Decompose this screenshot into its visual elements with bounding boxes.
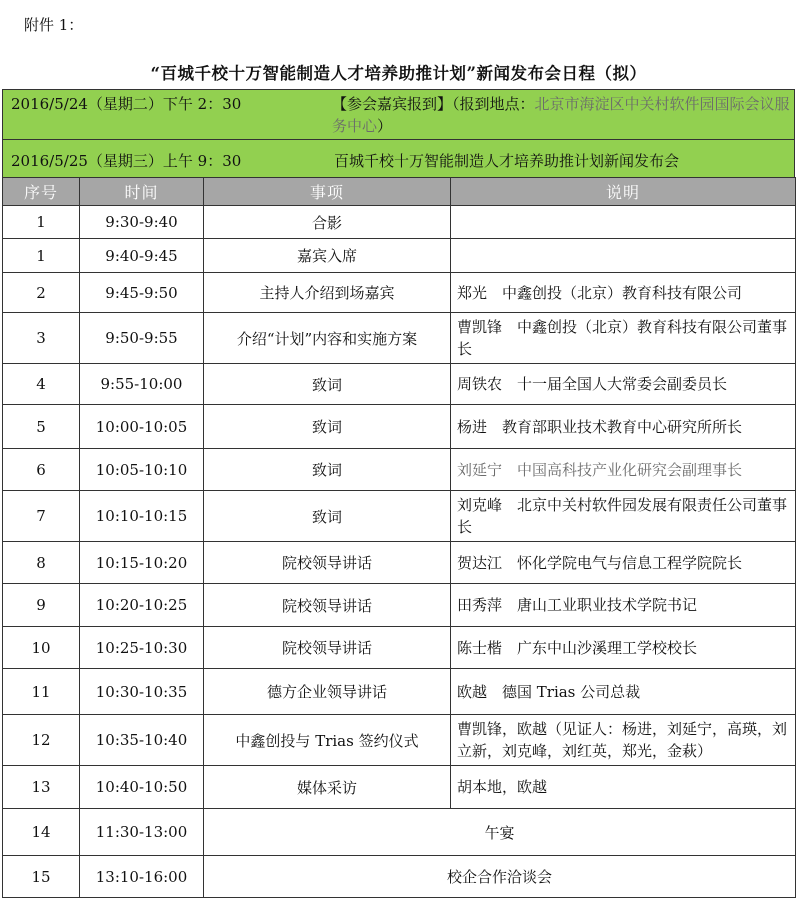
row-note: 曹凯锋 中鑫创投（北京）教育科技有限公司董事长 — [451, 313, 796, 364]
day1-band — [2, 89, 795, 140]
row-no: 3 — [3, 313, 80, 364]
row-time: 9:55-10:00 — [80, 364, 204, 405]
row-no: 6 — [3, 449, 80, 491]
table-row — [3, 627, 796, 669]
row-item: 致词 — [204, 364, 451, 405]
row-no: 14 — [3, 809, 80, 856]
row-note: 刘延宁 中国高科技产业化研究会副理事长 — [451, 449, 796, 491]
day1-location: 北京市海淀区中关村软件园国际会议服务中心 — [332, 95, 790, 135]
page-title: “百城千校十万智能制造人才培养助推计划”新闻发布会日程（拟） — [150, 64, 647, 83]
row-no: 5 — [3, 405, 80, 449]
row-time: 10:35-10:40 — [80, 715, 204, 766]
header-no: 序号 — [3, 178, 80, 206]
row-item: 致词 — [204, 405, 451, 449]
row-note: 胡本地，欧越 — [451, 766, 796, 809]
row-item: 午宴 — [204, 809, 796, 856]
row-time: 9:45-9:50 — [80, 273, 204, 313]
row-item: 院校领导讲话 — [204, 627, 451, 669]
row-no: 11 — [3, 669, 80, 715]
day1-datetime: 2016/5/24（星期二）下午 2：30 — [11, 95, 242, 113]
row-no: 1 — [3, 239, 80, 273]
row-time: 9:50-9:55 — [80, 313, 204, 364]
row-item: 致词 — [204, 449, 451, 491]
table-row — [3, 542, 796, 584]
row-time: 10:15-10:20 — [80, 542, 204, 584]
table-row — [3, 669, 796, 715]
row-time: 10:10-10:15 — [80, 491, 204, 542]
table-row — [3, 715, 796, 766]
row-note: 刘克峰 北京中关村软件园发展有限责任公司董事长 — [451, 491, 796, 542]
table-row — [3, 313, 796, 364]
day1-close: ） — [377, 117, 393, 135]
table-row — [3, 491, 796, 542]
table-header-row — [3, 178, 796, 206]
row-item: 合影 — [204, 206, 451, 239]
row-no: 12 — [3, 715, 80, 766]
table-row — [3, 405, 796, 449]
row-note — [451, 239, 796, 273]
row-note: 曹凯锋，欧越（见证人：杨进，刘延宁，高瑛，刘立新，刘克峰，刘红英，郑光，金萩） — [451, 715, 796, 766]
row-time: 10:00-10:05 — [80, 405, 204, 449]
table-row — [3, 206, 796, 239]
table-row — [3, 239, 796, 273]
table-row — [3, 809, 796, 856]
table-row — [3, 766, 796, 809]
row-no: 13 — [3, 766, 80, 809]
day2-band — [2, 139, 795, 178]
row-item: 院校领导讲话 — [204, 584, 451, 627]
day2-event: 百城千校十万智能制造人才培养助推计划新闻发布会 — [334, 152, 680, 170]
table-row — [3, 856, 796, 898]
row-item: 致词 — [204, 491, 451, 542]
row-item: 校企合作洽谈会 — [204, 856, 796, 898]
header-note: 说明 — [451, 178, 796, 206]
row-time: 9:30-9:40 — [80, 206, 204, 239]
row-time: 9:40-9:45 — [80, 239, 204, 273]
row-time: 10:40-10:50 — [80, 766, 204, 809]
table-row — [3, 584, 796, 627]
row-item: 媒体采访 — [204, 766, 451, 809]
row-note: 郑光 中鑫创投（北京）教育科技有限公司 — [451, 273, 796, 313]
row-note: 欧越 德国 Trias 公司总裁 — [451, 669, 796, 715]
row-time: 11:30-13:00 — [80, 809, 204, 856]
row-time: 10:25-10:30 — [80, 627, 204, 669]
table-row — [3, 364, 796, 405]
day1-event — [332, 93, 792, 137]
row-note: 田秀萍 唐山工业职业技术学院书记 — [451, 584, 796, 627]
row-note: 陈士楷 广东中山沙溪理工学校校长 — [451, 627, 796, 669]
row-item: 介绍“计划”内容和实施方案 — [204, 313, 451, 364]
row-item: 德方企业领导讲话 — [204, 669, 451, 715]
row-no: 7 — [3, 491, 80, 542]
row-note: 贺达江 怀化学院电气与信息工程学院院长 — [451, 542, 796, 584]
row-item: 主持人介绍到场嘉宾 — [204, 273, 451, 313]
row-time: 10:20-10:25 — [80, 584, 204, 627]
header-item: 事项 — [204, 178, 451, 206]
row-no: 10 — [3, 627, 80, 669]
row-no: 4 — [3, 364, 80, 405]
attachment-label: 附件 1： — [24, 16, 84, 34]
day2-datetime: 2016/5/25（星期三）上午 9：30 — [11, 152, 242, 170]
table-row — [3, 449, 796, 491]
row-no: 15 — [3, 856, 80, 898]
row-item: 中鑫创投与 Trias 签约仪式 — [204, 715, 451, 766]
row-item: 嘉宾入席 — [204, 239, 451, 273]
day1-event-bracket: 【参会嘉宾报到】（报到地点： — [332, 95, 535, 113]
row-no: 8 — [3, 542, 80, 584]
header-time: 时间 — [80, 178, 204, 206]
row-note — [451, 206, 796, 239]
row-no: 2 — [3, 273, 80, 313]
row-time: 10:05-10:10 — [80, 449, 204, 491]
row-time: 13:10-16:00 — [80, 856, 204, 898]
row-note: 周铁农 十一届全国人大常委会副委员长 — [451, 364, 796, 405]
row-time: 10:30-10:35 — [80, 669, 204, 715]
row-no: 1 — [3, 206, 80, 239]
schedule-table — [2, 177, 796, 898]
table-row — [3, 273, 796, 313]
row-item: 院校领导讲话 — [204, 542, 451, 584]
row-no: 9 — [3, 584, 80, 627]
row-note: 杨进 教育部职业技术教育中心研究所所长 — [451, 405, 796, 449]
